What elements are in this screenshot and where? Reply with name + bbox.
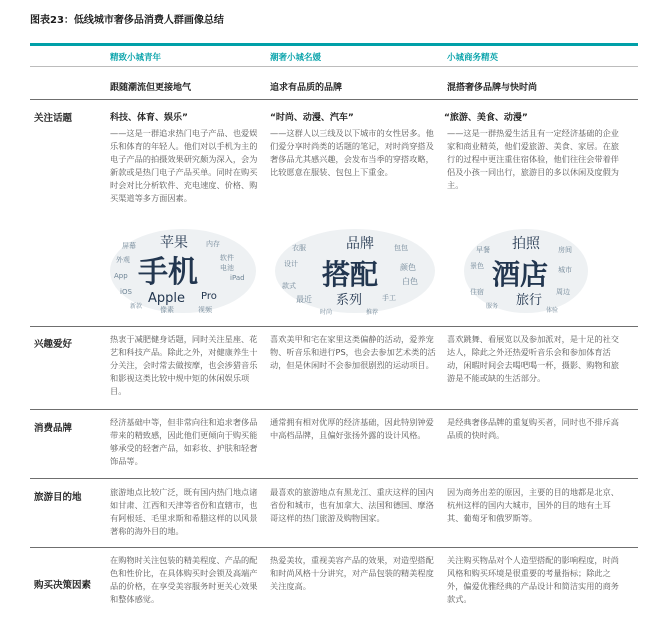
brands-cell-3: 是经典奢侈品牌的重复购买者，同时也不排斥高品质的快时尚。 (447, 417, 619, 440)
cloud-word: 手工 (382, 294, 396, 302)
topics-cell-3: ——这是一群热爱生活且有一定经济基础的企业家和商业精英，他们爱旅游、美食、家居。在旅行的过程中更注重住宿体验，他们往往会带着伴侣及小孩一同出行，旅游目的多以休闲及度假为主。 (447, 128, 619, 190)
row-label-hobbies: 兴趣爱好 (34, 339, 73, 350)
cloud-word: 衣服 (292, 244, 306, 252)
cloud-word: 外观 (116, 256, 130, 264)
cloud-word: 住宿 (470, 288, 484, 296)
cloud-word: 推荐 (366, 309, 379, 316)
column-subtitle-3: 混搭奢侈品牌与快时尚 (447, 83, 538, 93)
cloud-word: 款式 (282, 282, 296, 290)
cloud-word: Pro (201, 291, 217, 302)
cloud-word: 景色 (470, 262, 484, 270)
cloud-word: 屏幕 (122, 242, 136, 250)
cloud-word: 系列 (336, 293, 363, 308)
figure-title: 图表23：低线城市奢侈品消费人群画像总结 (30, 15, 224, 26)
hobbies-cell-2: 喜欢美甲和宅在家里这类偏静的活动，爱养宠物、听音乐和进行PS，也会去参加艺术类的活动，但是休闲时不会参加很剧烈的运动项目。 (270, 334, 436, 370)
word-cloud-hotel (446, 226, 631, 316)
column-subtitle-1: 跟随潮流但更接地气 (110, 83, 192, 93)
topics-cell-1: ——这是一群追求热门电子产品、也爱娱乐和体育的年轻人。他们对以手机为主的电子产品的拍摄效果研究颇为深入，会为新款或是热门电子产品买单。同时在购买时会对比分析软件、充电速度、价格、购买渠道等多方面因素。 (110, 128, 258, 203)
column-subtitle-2: 追求有品质的品牌 (270, 83, 343, 93)
factors-cell-2: 热爱美妆，重视美容产品的效果，对造型搭配和时尚风格十分讲究，对产品包装的精美程度关注度高。 (270, 555, 434, 591)
cloud-word: 体验 (546, 307, 559, 314)
row-label-destinations: 旅游目的地 (34, 492, 82, 503)
cloud-word: 包包 (394, 244, 408, 252)
cloud-word: 视频 (198, 306, 212, 314)
hobbies-cell-3: 喜欢跳舞、看展览以及参加派对，是十足的社交达人，除此之外还热爱听音乐会和参加体育活动，闲暇时间会去喝吧喝一杯，摄影、购物和旅游是不能或缺的生活部分。 (447, 334, 619, 383)
cloud-word: 最近 (296, 295, 312, 304)
brands-cell-2: 通常拥有相对优厚的经济基础，因此特别钟爱中高档品牌，且偏好张扬外露的设计风格。 (270, 417, 434, 440)
cloud-word: App (114, 272, 128, 280)
cloud-word: 房间 (558, 246, 572, 254)
cloud-word: 早餐 (476, 246, 490, 254)
cloud-word: 软件 (220, 254, 234, 262)
cloud-word: 城市 (558, 266, 572, 274)
row-divider (30, 326, 638, 327)
cloud-word: 内存 (206, 240, 220, 248)
cloud-word: 像素 (160, 306, 174, 314)
cloud-word: 周边 (556, 288, 570, 296)
row-label-purchase-factors: 购买决策因素 (34, 580, 92, 591)
subtitle-divider (30, 99, 638, 100)
row-label-brands: 消费品牌 (34, 423, 73, 434)
cloud-main: 酒店 (492, 258, 549, 291)
top-rule (30, 43, 638, 46)
column-header-2: 潮奢小城名媛 (270, 53, 322, 63)
cloud-word: 电池 (220, 264, 234, 272)
cloud-word: Apple (148, 291, 186, 306)
cloud-main: 手机 (138, 255, 198, 290)
destinations-cell-2: 最喜欢的旅游地点有黑龙江、重庆这样的国内省份和城市，也有加拿大、法国和德国、摩洛哥这样的热门旅游及购物国家。 (270, 487, 434, 523)
cloud-word: iPad (230, 274, 245, 282)
row-divider (30, 547, 638, 548)
hobbies-cell-1: 热衷于减肥健身话题，同时关注星座、花艺和科技产品。除此之外，对健康养生十分关注，会时常去做按摩，也会涉猎音乐和影视这类比较中规中矩的休闲娱乐项目。 (110, 334, 258, 396)
topic-tag-3: “旅游、美食、动漫” (444, 113, 528, 123)
destinations-cell-1: 旅游地点比较广泛，既有国内热门地点诸如甘肃、江西和天津等省份和直辖市，也有阿根廷、毛里求斯和希腊这样的以风景著称的海外目的地。 (110, 487, 258, 536)
topic-tag-1: 科技、体育、娱乐” (110, 113, 188, 123)
topics-cell-2: ——这群人以三线及以下城市的女性居多。他们爱分享时尚类的话题的笔记，对时尚穿搭及奢侈品尤其感兴趣，会发布当季的穿搭攻略，比较愿意在服装、包包上下重金。 (270, 128, 434, 177)
brands-cell-1: 经济基础中等，但非常向往和追求奢侈品带来的精致感，因此他们更倾向于购买能够承受的轻奢产品，如彩妆、护肤和轻奢饰品等。 (110, 417, 258, 466)
factors-cell-1: 在购物时关注包装的精美程度、产品的配色和性价比，在具体购买时会锁及高端产品的价格，在享受美容服务时更关心效果和整体感觉。 (110, 555, 258, 604)
factors-cell-3: 关注购买物品对个人造型搭配的影响程度，时尚风格和购买环境是很重要的考量指标；除此之外，偏爱优雅经典的产品设计和简洁实用的商务款式。 (447, 555, 619, 604)
column-header-1: 精致小城青年 (110, 53, 162, 63)
header-divider (30, 66, 638, 67)
cloud-word: 时尚 (320, 309, 333, 316)
cloud-word: 拍照 (512, 236, 540, 252)
cloud-word: 新款 (130, 303, 143, 310)
row-divider (30, 409, 638, 410)
cloud-word: 设计 (284, 260, 298, 268)
cloud-word: 品牌 (346, 236, 374, 252)
cloud-word: 白色 (402, 277, 418, 286)
cloud-main: 搭配 (322, 258, 379, 291)
topic-tag-2: “时尚、动漫、汽车” (270, 113, 354, 123)
cloud-word: 苹果 (160, 235, 188, 251)
column-header-3: 小城商务精英 (447, 53, 499, 63)
row-label-topics: 关注话题 (34, 113, 73, 124)
cloud-word: 服务 (486, 303, 499, 310)
row-divider (30, 478, 638, 479)
cloud-word: 旅行 (516, 293, 543, 308)
word-cloud-phone (108, 226, 258, 316)
cloud-word: iOS (120, 288, 132, 296)
word-cloud-outfit (270, 226, 440, 316)
cloud-word: 颜色 (400, 263, 416, 272)
destinations-cell-3: 因为商务出差的原因，主要的目的地都是北京、杭州这样的国内大城市，国外的目的地有土耳其、葡萄牙和俄罗斯等。 (447, 487, 619, 523)
